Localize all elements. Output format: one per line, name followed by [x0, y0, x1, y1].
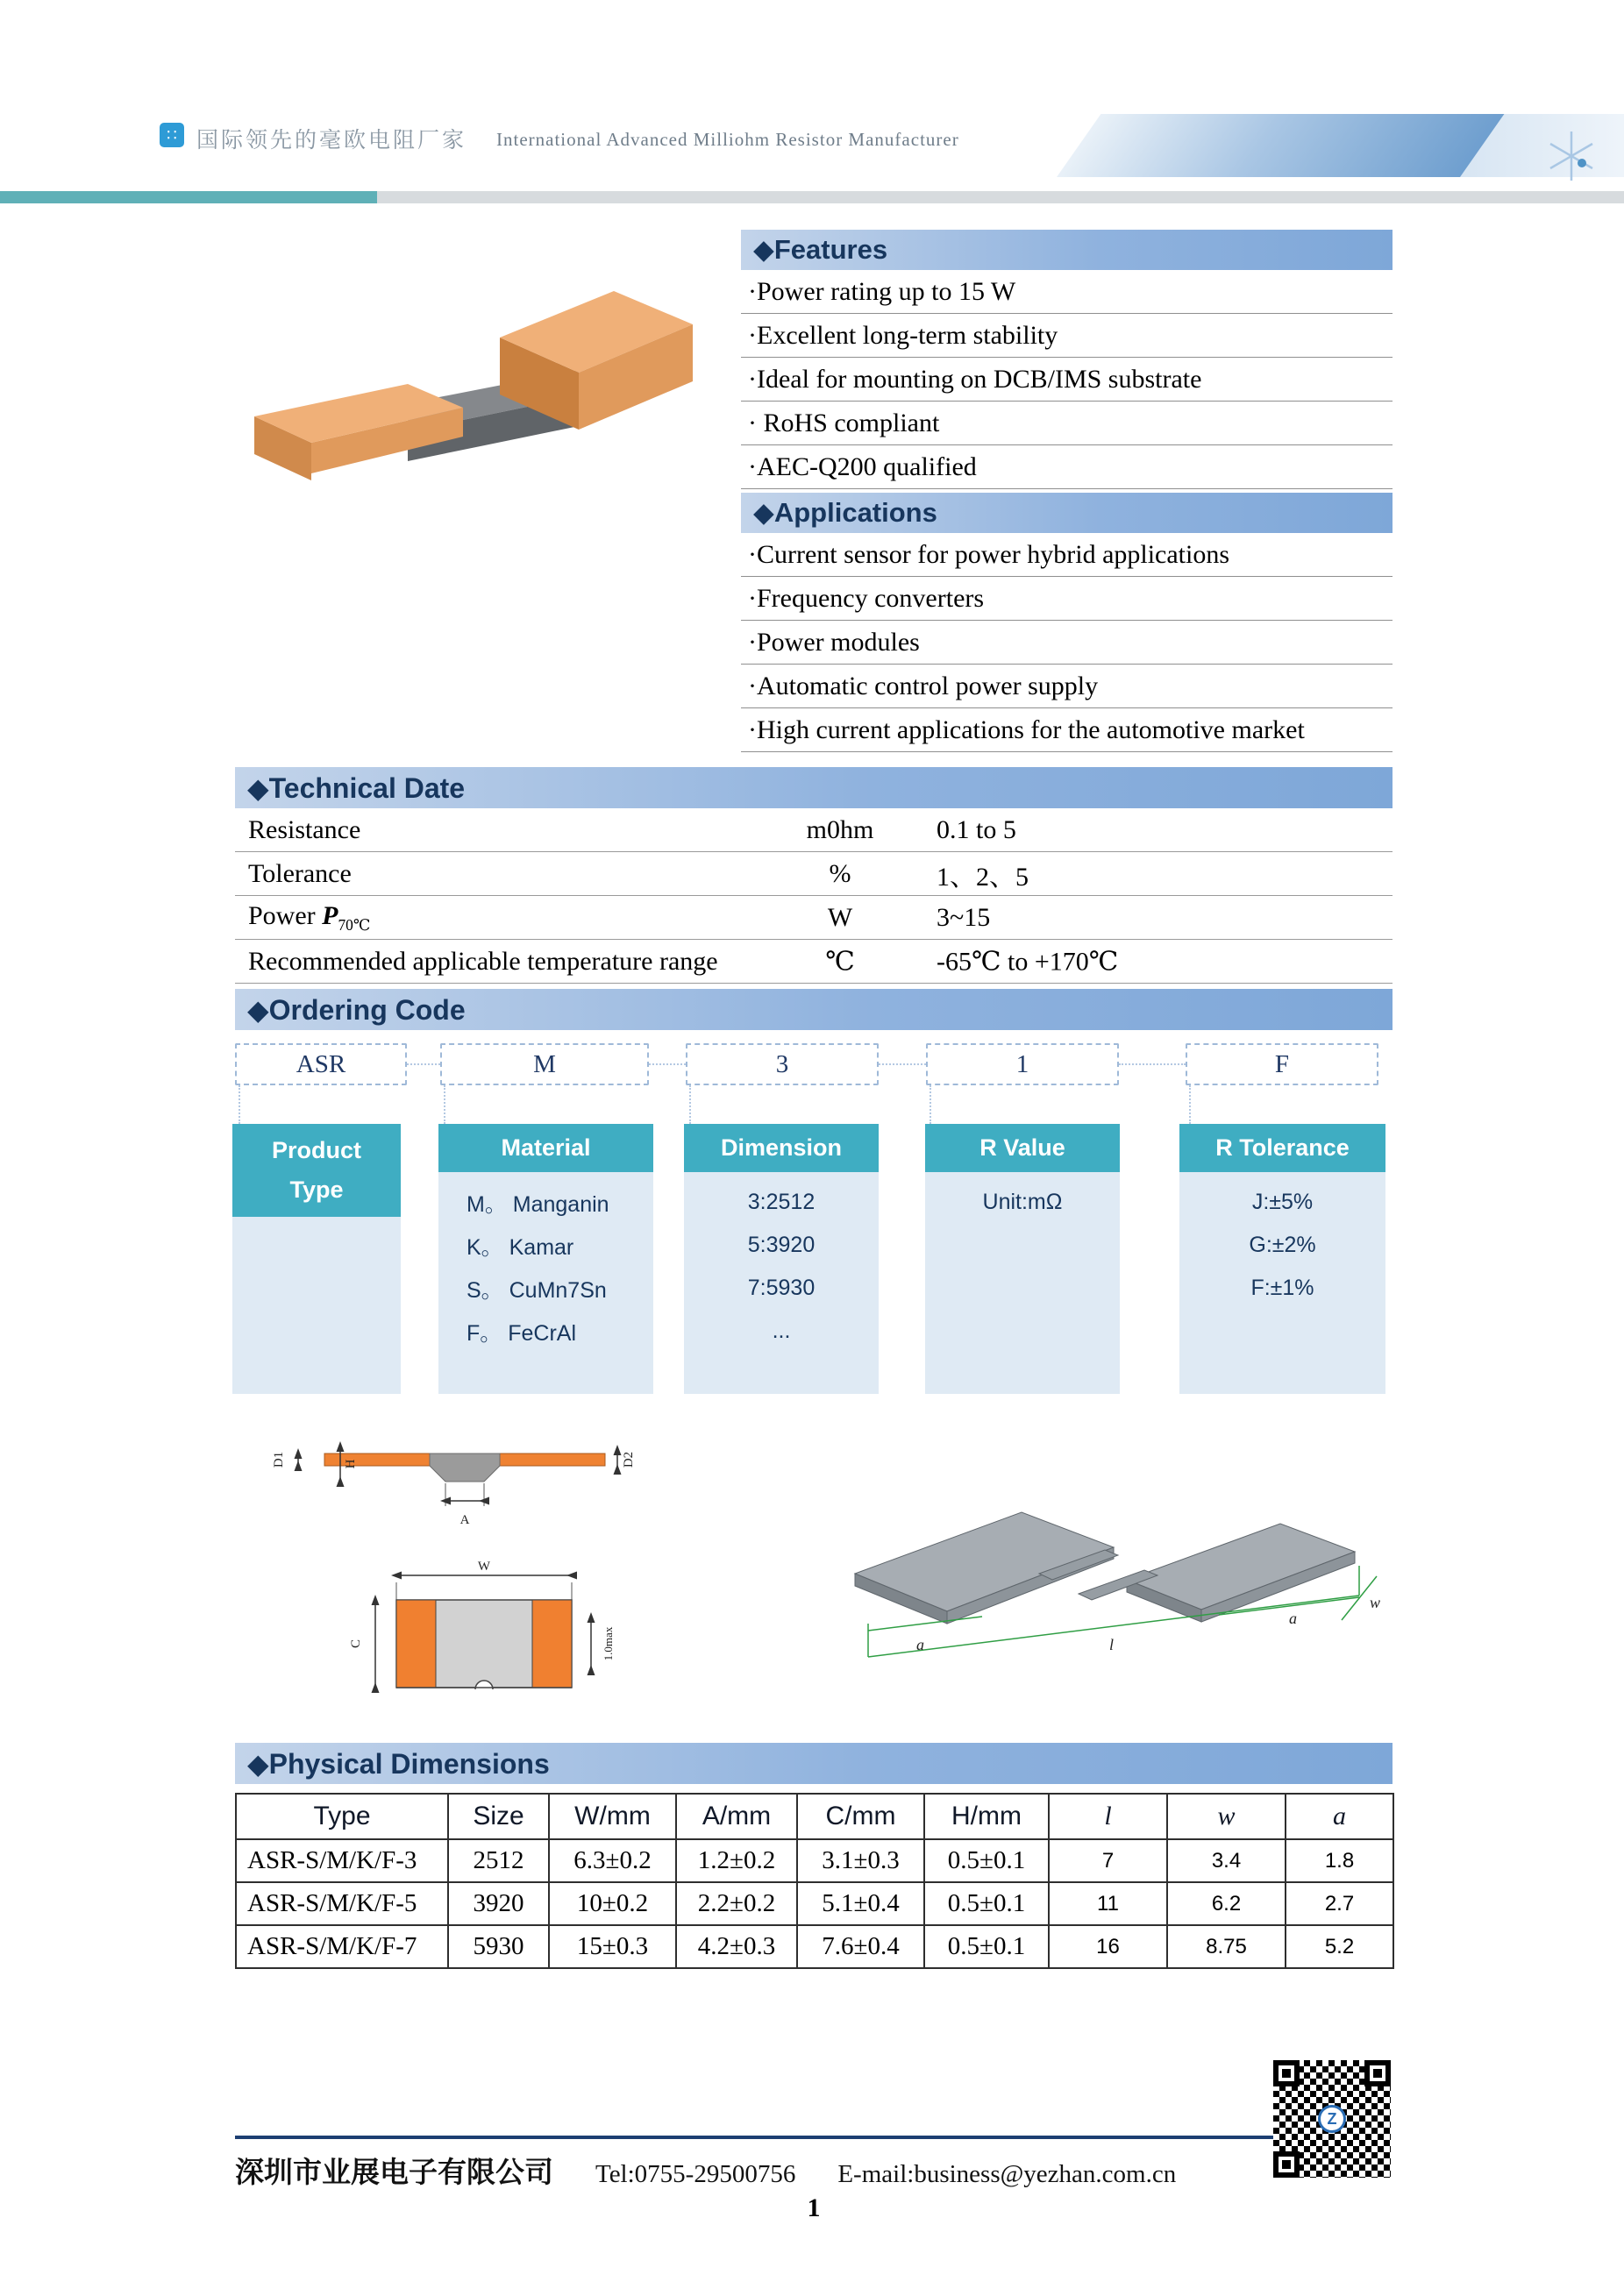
col-header: A/mm [676, 1794, 797, 1839]
tech-row-temperature [235, 940, 1393, 984]
cell-h: 0.5±0.1 [924, 1839, 1049, 1882]
technical-title: ◆Technical Date [247, 771, 466, 804]
dotted-connector [444, 1085, 445, 1124]
cell-a: 1.2±0.2 [676, 1839, 797, 1882]
svg-text:a: a [1289, 1610, 1297, 1627]
code-box-rtolerance: F [1186, 1043, 1378, 1085]
ordering-col-body-material [438, 1172, 653, 1394]
ordering-col-body-rvalue [925, 1172, 1120, 1394]
tech-value: 0.1 to 5 [937, 814, 1016, 844]
svg-text:A: A [459, 1513, 470, 1527]
table-row [236, 1882, 1393, 1925]
cell-type: ASR-S/M/K/F-7 [236, 1925, 448, 1968]
footer-rule [235, 2136, 1300, 2139]
table-row [236, 1925, 1393, 1968]
rtolerance-option: G:±2% [1249, 1233, 1316, 1257]
qr-code [1273, 2060, 1391, 2178]
qr-finder-icon [1273, 2151, 1300, 2178]
footer-contact-line [235, 2150, 1305, 2191]
svg-text:w: w [1370, 1594, 1381, 1611]
col-header: l [1049, 1794, 1167, 1839]
ordering-col-header-material: Material [438, 1124, 653, 1172]
ordering-col-body-product-type [232, 1217, 401, 1394]
dotted-connector [1119, 1063, 1186, 1065]
cell-l: 16 [1049, 1925, 1167, 1968]
brand-name-chinese: 国际领先的毫欧电阻厂家 [196, 127, 467, 153]
technical-section-header [235, 767, 1393, 808]
tech-value: 1、2、5 [937, 862, 1029, 892]
ordering-col-header-product-type: Product Type [232, 1124, 401, 1217]
rvalue-unit: Unit:mΩ [982, 1190, 1063, 1214]
dotted-connector [930, 1085, 931, 1124]
applications-list [741, 533, 1393, 752]
ordering-col-header-rvalue: R Value [925, 1124, 1120, 1172]
dotted-connector [649, 1063, 686, 1065]
cell-l: 11 [1049, 1882, 1167, 1925]
dimension-option: 7:5930 [747, 1276, 816, 1300]
cell-w: 6.3±0.2 [549, 1839, 676, 1882]
cell-c: 7.6±0.4 [797, 1925, 924, 1968]
cell-w2: 3.4 [1167, 1839, 1286, 1882]
code-box-rvalue: 1 [926, 1043, 1119, 1085]
cell-type: ASR-S/M/K/F-3 [236, 1839, 448, 1882]
feature-item: ·Ideal for mounting on DCB/IMS substrate [741, 358, 1393, 402]
side-view-diagram [263, 1403, 640, 1543]
cell-c: 5.1±0.4 [797, 1882, 924, 1925]
cell-h: 0.5±0.1 [924, 1882, 1049, 1925]
cell-a2: 5.2 [1286, 1925, 1393, 1968]
dimension-option: 5:3920 [747, 1233, 816, 1257]
dotted-connector [407, 1063, 440, 1065]
ordering-col-body-rtolerance [1179, 1172, 1385, 1394]
dotted-connector [689, 1085, 691, 1124]
tech-name: Resistance [248, 814, 361, 844]
col-header: w [1167, 1794, 1286, 1839]
cell-size: 2512 [448, 1839, 549, 1882]
col-header: C/mm [797, 1794, 924, 1839]
material-option: M。 Manganin [467, 1191, 609, 1217]
feature-item: ·Excellent long-term stability [741, 314, 1393, 358]
brand-logo-icon [160, 123, 184, 147]
tech-row-tolerance [235, 852, 1393, 896]
feature-item: ·Power rating up to 15 W [741, 270, 1393, 314]
feature-item: · RoHS compliant [741, 402, 1393, 445]
tech-unit: % [829, 858, 851, 888]
physical-title: ◆Physical Dimensions [247, 1747, 550, 1780]
code-box-product: ASR [235, 1043, 407, 1085]
tech-name: Recommended applicable temperature range [248, 946, 718, 976]
crystal-logo-icon [1543, 128, 1599, 184]
qr-finder-icon [1273, 2060, 1300, 2086]
svg-text:C: C [349, 1638, 363, 1649]
svg-text:W: W [477, 1560, 491, 1574]
product-image [237, 263, 710, 500]
header-divider-band-teal [0, 191, 377, 203]
cell-w2: 6.2 [1167, 1882, 1286, 1925]
cell-size: 5930 [448, 1925, 549, 1968]
technical-table [235, 808, 1393, 984]
cell-a: 2.2±0.2 [676, 1882, 797, 1925]
application-item: ·Power modules [741, 621, 1393, 665]
ordering-col-header-rtolerance: R Tolerance [1179, 1124, 1385, 1172]
rtolerance-option: J:±5% [1251, 1190, 1314, 1214]
col-header: H/mm [924, 1794, 1049, 1839]
material-option: K。 Kamar [467, 1234, 574, 1260]
dimension-option: 3:2512 [747, 1190, 816, 1214]
cell-type: ASR-S/M/K/F-5 [236, 1882, 448, 1925]
col-header: Type [236, 1794, 448, 1839]
cell-c: 3.1±0.3 [797, 1839, 924, 1882]
tech-value: -65℃ to +170℃ [937, 947, 1119, 976]
application-item: ·Automatic control power supply [741, 665, 1393, 708]
ordering-section-header [235, 989, 1393, 1030]
phone-number: Tel:0755-29500756 [595, 2160, 796, 2188]
rtolerance-option: F:±1% [1250, 1276, 1314, 1300]
ordering-col-body-dimension [684, 1172, 879, 1394]
dotted-connector [879, 1063, 926, 1065]
col-header: a [1286, 1794, 1393, 1839]
cell-w: 15±0.3 [549, 1925, 676, 1968]
ordering-col-header-dimension: Dimension [684, 1124, 879, 1172]
physical-section-header [235, 1743, 1393, 1784]
cell-a2: 1.8 [1286, 1839, 1393, 1882]
tech-unit: W [827, 902, 853, 932]
svg-text:l: l [1109, 1636, 1115, 1653]
tech-value: 3~15 [937, 902, 991, 932]
brand-name-english: International Advanced Milliohm Resistor Manufacturer [496, 129, 959, 150]
ordering-title: ◆Ordering Code [247, 993, 466, 1026]
svg-text:1.0max: 1.0max [602, 1626, 615, 1661]
physical-dimensions-table [235, 1793, 1394, 1969]
cell-l: 7 [1049, 1839, 1167, 1882]
code-box-material: M [440, 1043, 649, 1085]
tech-name: Power $P_{70℃}$ [248, 900, 371, 934]
table-header-row [236, 1794, 1393, 1839]
features-list [741, 270, 1393, 489]
tech-name: Tolerance [248, 858, 352, 888]
header-decor-stripe-blue [1057, 114, 1504, 177]
qr-center-logo: Z [1318, 2105, 1346, 2133]
cell-h: 0.5±0.1 [924, 1925, 1049, 1968]
tech-row-resistance [235, 808, 1393, 852]
dotted-connector [239, 1085, 240, 1124]
cell-a: 4.2±0.3 [676, 1925, 797, 1968]
svg-text:D2: D2 [622, 1451, 636, 1468]
col-header: Size [448, 1794, 549, 1839]
cell-size: 3920 [448, 1882, 549, 1925]
application-item: ·Current sensor for power hybrid applications [741, 533, 1393, 577]
dimension-option: ... [772, 1319, 791, 1343]
applications-section-header [741, 493, 1393, 533]
isometric-view-diagram [816, 1394, 1385, 1736]
svg-text:D1: D1 [272, 1451, 286, 1468]
email-address: E-mail:business@yezhan.com.cn [837, 2160, 1177, 2188]
qr-finder-icon [1364, 2060, 1391, 2086]
material-option: F。 FeCrAl [467, 1320, 577, 1346]
cell-w: 10±0.2 [549, 1882, 676, 1925]
cell-a2: 2.7 [1286, 1882, 1393, 1925]
tech-unit: ℃ [825, 947, 855, 976]
applications-title: ◆Applications [753, 497, 937, 528]
material-option: S。 CuMn7Sn [467, 1277, 607, 1303]
company-name: 深圳市业展电子有限公司 [235, 2157, 553, 2189]
tech-unit: m0hm [806, 814, 874, 844]
svg-text:a: a [916, 1636, 924, 1653]
application-item: ·High current applications for the automotive market [741, 708, 1393, 752]
table-row [236, 1839, 1393, 1882]
features-section-header [741, 230, 1393, 270]
top-view-diagram [342, 1556, 631, 1723]
dotted-connector [1189, 1085, 1191, 1124]
code-box-dimension: 3 [686, 1043, 879, 1085]
col-header: W/mm [549, 1794, 676, 1839]
tech-row-power [235, 896, 1393, 940]
feature-item: ·AEC-Q200 qualified [741, 445, 1393, 489]
svg-text:H: H [344, 1459, 358, 1469]
features-title: ◆Features [753, 234, 888, 265]
application-item: ·Frequency converters [741, 577, 1393, 621]
cell-w2: 8.75 [1167, 1925, 1286, 1968]
page-number: 1 [807, 2193, 821, 2222]
